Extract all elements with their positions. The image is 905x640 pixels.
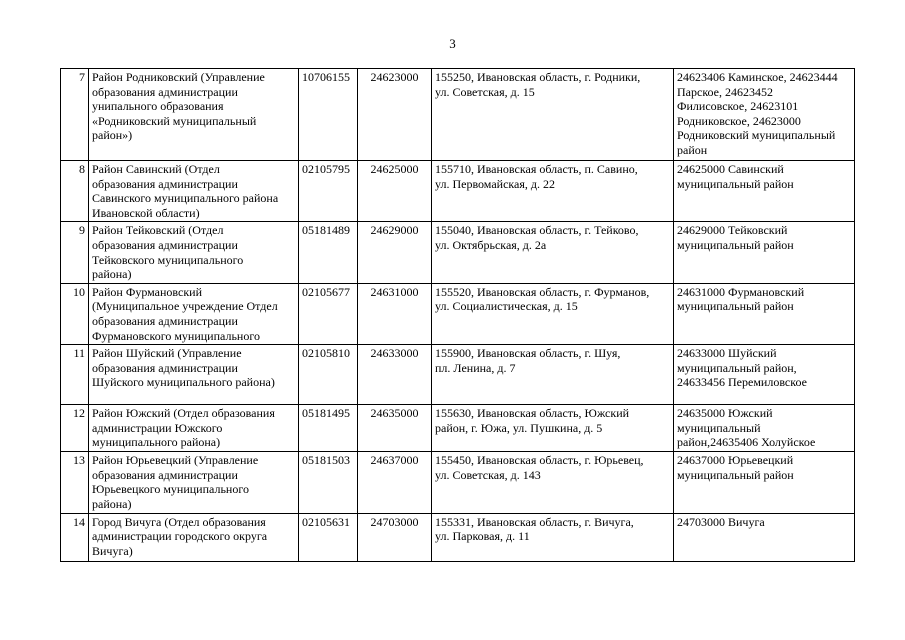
page-number: 3 [449,36,456,51]
address-cell: 155250, Ивановская область, г. Родники, ул. Советская, д. 15 [432,69,674,161]
territory-cell: 24637000 Юрьевецкий муниципальный район [674,452,855,513]
organization-name-cell: Район Шуйский (Управление образования администрации Шуйского муниципального района) [89,345,299,405]
table-row [61,405,855,452]
oktmo-code-cell: 24635000 [358,405,432,452]
okpo-code-cell: 02105810 [299,345,358,405]
row-number-cell: 8 [61,161,89,222]
address-cell: 155040, Ивановская область, г. Тейково, ул. Октябрьская, д. 2а [432,222,674,283]
address-cell: 155331, Ивановская область, г. Вичуга, ул. Парковая, д. 11 [432,513,674,561]
address-cell: 155900, Ивановская область, г. Шуя, пл. Ленина, д. 7 [432,345,674,405]
okpo-code-cell: 05181503 [299,452,358,513]
okpo-code-cell: 05181495 [299,405,358,452]
oktmo-code-cell: 24629000 [358,222,432,283]
table-row [61,345,855,405]
table-row [61,452,855,513]
oktmo-code-cell: 24631000 [358,283,432,344]
oktmo-code-cell: 24623000 [358,69,432,161]
oktmo-code-cell: 24637000 [358,452,432,513]
oktmo-code-cell: 24625000 [358,161,432,222]
row-number-cell: 10 [61,283,89,344]
okpo-code-cell: 05181489 [299,222,358,283]
territory-cell: 24625000 Савинский муниципальный район [674,161,855,222]
territory-cell: 24633000 Шуйский муниципальный район, 24633456 Перемиловское [674,345,855,405]
oktmo-code-cell: 24633000 [358,345,432,405]
row-number-cell: 14 [61,513,89,561]
table-row [61,283,855,344]
table-row [61,161,855,222]
row-number-cell: 9 [61,222,89,283]
territory-cell: 24629000 Тейковский муниципальный район [674,222,855,283]
organization-name-cell: Город Вичуга (Отдел образования администрации городского округа Вичуга) [89,513,299,561]
organization-name-cell: Район Юрьевецкий (Управление образования администрации Юрьевецкого муниципального района) [89,452,299,513]
territory-cell: 24703000 Вичуга [674,513,855,561]
territory-cell: 24635000 Южский муниципальный район,24635406 Холуйское [674,405,855,452]
address-cell: 155520, Ивановская область, г. Фурманов, ул. Социалистическая, д. 15 [432,283,674,344]
table-row [61,222,855,283]
organization-name-cell: Район Родниковский (Управление образования администрации унипального образования «Родниковский муниципальный район») [89,69,299,161]
row-number-cell: 11 [61,345,89,405]
territory-cell: 24623406 Каминское, 24623444 Парское, 24623452 Филисовское, 24623101 Родниковское, 24623000 Родниковский муниципальный район [674,69,855,161]
territory-cell: 24631000 Фурмановский муниципальный район [674,283,855,344]
table-row [61,69,855,161]
oktmo-code-cell: 24703000 [358,513,432,561]
organization-name-cell: Район Тейковский (Отдел образования администрации Тейковского муниципального района) [89,222,299,283]
okpo-code-cell: 02105677 [299,283,358,344]
organization-name-cell: Район Савинский (Отдел образования администрации Савинского муниципального района Ивановской области) [89,161,299,222]
address-cell: 155450, Ивановская область, г. Юрьевец, ул. Советская, д. 143 [432,452,674,513]
row-number-cell: 12 [61,405,89,452]
row-number-cell: 13 [61,452,89,513]
organization-name-cell: Район Южский (Отдел образования администрации Южского муниципального района) [89,405,299,452]
row-number-cell: 7 [61,69,89,161]
okpo-code-cell: 02105631 [299,513,358,561]
education-authorities-table [60,68,855,562]
table-row [61,513,855,561]
okpo-code-cell: 02105795 [299,161,358,222]
organization-name-cell: Район Фурмановский (Муниципальное учреждение Отдел образования администрации Фурмановского муниципального [89,283,299,344]
okpo-code-cell: 10706155 [299,69,358,161]
address-cell: 155630, Ивановская область, Южский район, г. Южа, ул. Пушкина, д. 5 [432,405,674,452]
address-cell: 155710, Ивановская область, п. Савино, ул. Первомайская, д. 22 [432,161,674,222]
